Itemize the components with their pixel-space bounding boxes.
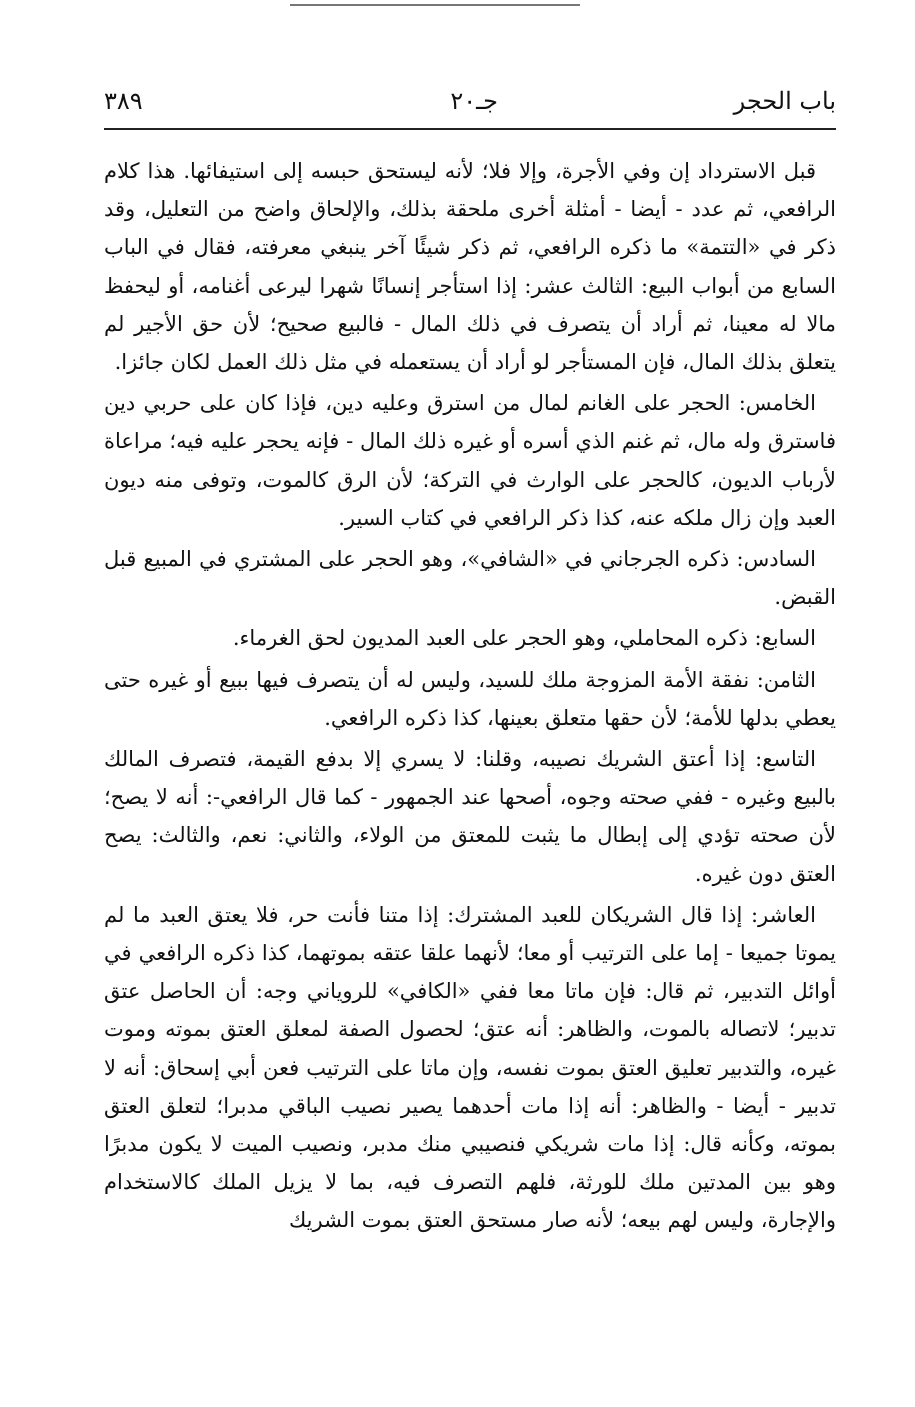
paragraph-tenth: العاشر: إذا قال الشريكان للعبد المشترك: إذا متنا فأنت حر، فلا يعتق العبد ما لم يموتا جميعا - إما على الترتيب أو معا؛ لأنهما علقا عتقه بموتهما، كذا ذكره الرافعي في أوائل التدبير، ثم قال: فإن ماتا معا ففي «الكافي» للروياني وجه: أن الحاصل عتق تدبير؛ لاتصاله بالموت، والظاهر: أنه عتق؛ لحصول الصفة لمعلق العتق بموته وموت غيره، والتدبير تعليق العتق بموت نفسه، وإن ماتا على الترتيب فعن أبي إسحاق: أنه لا تدبير - أيضا - والظاهر: أنه إذا مات أحدهما يصير نصيب الباقي مدبرا؛ لتعلق العتق بموته، وكأنه قال: إذا مات شريكي فنصيبي منك مدبر، ونصيب الميت لا يكون مدبرًا وهو بين المدتين ملك للورثة، فلهم التصرف فيه، بما لا يزيل الملك كالاستخدام والإجارة، وليس لهم بيعه؛ لأنه صار مستحق العتق بموت الشريك	[104, 902, 836, 1233]
chapter-title: باب الحجر	[733, 87, 836, 115]
page-number: ٣٨٩	[104, 87, 143, 115]
paragraph-sixth: السادس: ذكره الجرجاني في «الشافي»، وهو الحجر على المشتري في المبيع قبل القبض.	[104, 547, 836, 610]
paragraph-seventh: السابع: ذكره المحاملي، وهو الحجر على العبد المديون لحق الغرماء.	[232, 626, 816, 651]
paragraph-fifth: الخامس: الحجر على الغانم لمال من استرق وعليه دين، فإذا كان على حربي دين فاسترق وله مال، ثم غنم الذي أسره أو غيره ذلك المال - فإنه يحجر عليه فيه؛ مراعاة لأرباب الديون، كالحجر على الوارث في التركة؛ لأن الرق كالموت، وتوفى منه ديون العبد وإن زال ملكه عنه، كذا ذكر الرافعي في كتاب السير.	[104, 391, 836, 530]
page-header	[104, 86, 836, 126]
paragraph-continuation: قبل الاسترداد إن وفي الأجرة، وإلا فلا؛ لأنه ليستحق حبسه إلى استيفائها. هذا كلام الرافعي، ثم عدد - أيضا - أمثلة أخرى ملحقة بذلك، والإلحاق واضح من التعليل، وقد ذكر في «التتمة» ما ذكره الرافعي، ثم ذكر شيئًا آخر ينبغي معرفته، فقال في الباب السابع من أبواب البيع: الثالث عشر: إذا استأجر إنسانًا شهرا ليرعى أغنامه، أو ليحفظ مالا له معينا، ثم أراد أن يتصرف في ذلك المال - فالبيع صحيح؛ لأن حق الأجير لم يتعلق بذلك المال، فإن المستأجر لو أراد أن يستعمله في مثل ذلك العمل لكان جائزا.	[104, 159, 836, 375]
paragraph-ninth: التاسع: إذا أعتق الشريك نصيبه، وقلنا: لا يسري إلا بدفع القيمة، فتصرف المالك بالبيع وغيره - ففي صحته وجوه، أصحها عند الجمهور - كما قال الرافعي-: أنه لا يصح؛ لأن صحته تؤدي إلى إبطال ما يثبت للمعتق من الولاء، والثاني: نعم، والثالث: يصح العتق دون غيره.	[104, 747, 836, 886]
header-divider	[104, 128, 836, 130]
volume-label: جـ٢٠	[450, 87, 498, 115]
paragraph-eighth: الثامن: نفقة الأمة المزوجة ملك للسيد، وليس له أن يتصرف فيها ببيع أو غيره حتى يعطي بدلها للأمة؛ لأن حقها متعلق بعينها، كذا ذكره الرافعي.	[104, 667, 836, 730]
top-decorative-rule	[290, 4, 580, 6]
page-body	[104, 152, 836, 1240]
